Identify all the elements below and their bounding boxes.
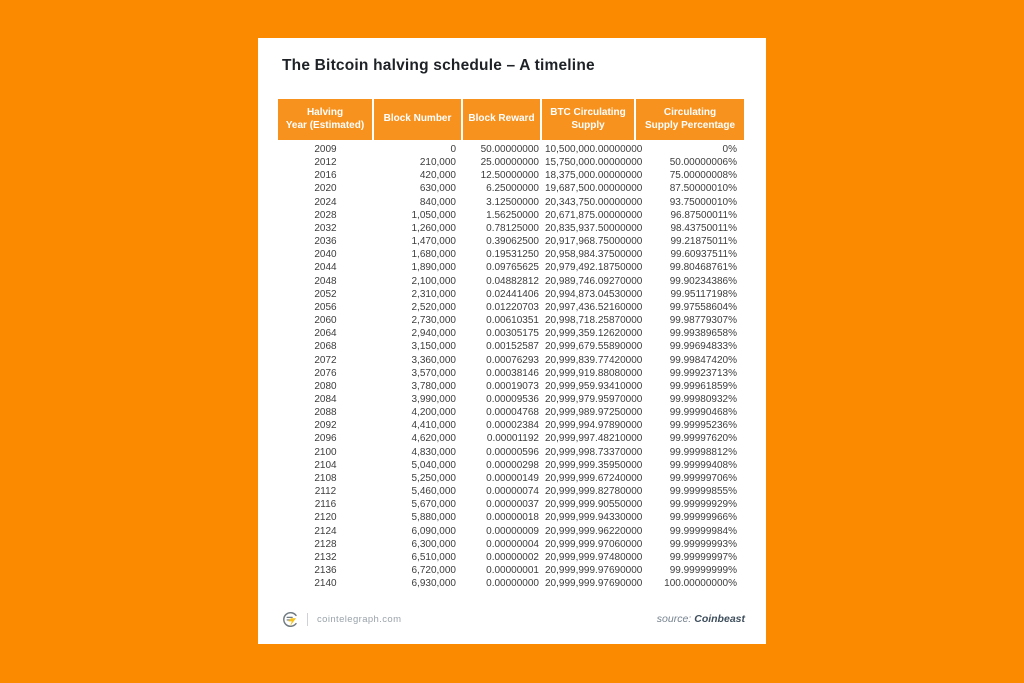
percentage-cell: 99.99995236% bbox=[669, 420, 737, 432]
year-cell: 2052 bbox=[314, 288, 337, 300]
cointelegraph-logo-icon bbox=[282, 611, 299, 628]
table-row bbox=[278, 340, 744, 353]
block-reward-cell: 0.00001192 bbox=[486, 433, 539, 445]
source-name: Coinbeast bbox=[694, 613, 745, 625]
table-row bbox=[278, 261, 744, 274]
block-reward-cell: 0.00076293 bbox=[486, 354, 539, 366]
percentage-cell: 99.95117198% bbox=[670, 288, 737, 300]
page-title: The Bitcoin halving schedule – A timeline bbox=[282, 57, 595, 74]
block-reward-cell: 0.00000018 bbox=[486, 512, 539, 524]
block-number-cell: 840,000 bbox=[419, 196, 456, 208]
supply-cell: 20,999,998.73370000 bbox=[545, 446, 643, 458]
percentage-cell: 0% bbox=[722, 144, 737, 155]
percentage-cell: 99.99694833% bbox=[669, 341, 737, 353]
percentage-cell: 99.99999984% bbox=[669, 525, 737, 537]
block-reward-cell: 0.00000149 bbox=[486, 472, 539, 484]
year-cell: 2040 bbox=[314, 249, 337, 261]
block-number-cell: 5,250,000 bbox=[411, 472, 456, 484]
block-reward-cell: 0.00000002 bbox=[486, 551, 539, 563]
percentage-cell: 99.99990468% bbox=[669, 407, 737, 419]
percentage-cell: 99.99999855% bbox=[669, 486, 737, 498]
block-number-cell: 3,780,000 bbox=[411, 380, 456, 392]
percentage-cell: 98.43750011% bbox=[670, 222, 737, 234]
block-reward-cell: 3.12500000 bbox=[486, 196, 539, 208]
percentage-cell: 99.99997620% bbox=[669, 433, 737, 445]
table-row bbox=[278, 248, 744, 261]
supply-cell: 20,835,937.50000000 bbox=[545, 222, 643, 234]
percentage-cell: 99.99980932% bbox=[669, 393, 737, 405]
block-reward-cell: 0.04882812 bbox=[486, 275, 539, 287]
table-row bbox=[278, 209, 744, 222]
year-cell: 2092 bbox=[314, 420, 337, 432]
year-cell: 2140 bbox=[314, 578, 337, 590]
year-cell: 2100 bbox=[314, 446, 337, 458]
table-row bbox=[278, 459, 744, 472]
table-row bbox=[278, 485, 744, 498]
block-number-cell: 2,520,000 bbox=[411, 301, 456, 313]
year-cell: 2096 bbox=[314, 433, 337, 445]
year-cell: 2108 bbox=[314, 472, 337, 484]
block-reward-cell: 0.00305175 bbox=[486, 328, 539, 340]
year-cell: 2028 bbox=[314, 209, 337, 221]
table-row bbox=[278, 140, 744, 156]
percentage-cell: 99.80468761% bbox=[669, 262, 737, 274]
table-row bbox=[278, 551, 744, 564]
block-reward-cell: 0.00000001 bbox=[486, 565, 539, 576]
block-number-cell: 5,880,000 bbox=[411, 512, 456, 524]
block-number-cell: 1,470,000 bbox=[411, 236, 456, 248]
supply-cell: 20,343,750.00000000 bbox=[545, 196, 643, 208]
block-number-cell: 2,310,000 bbox=[411, 288, 456, 300]
block-reward-cell: 0.01220703 bbox=[486, 301, 539, 313]
percentage-cell: 99.99389658% bbox=[669, 328, 737, 340]
percentage-cell: 99.99923713% bbox=[669, 367, 737, 379]
block-reward-cell: 0.00000000 bbox=[486, 578, 539, 590]
year-cell: 2076 bbox=[314, 367, 337, 379]
table-row bbox=[278, 432, 744, 445]
column-header-2: Block Reward bbox=[462, 99, 541, 140]
year-cell: 2044 bbox=[314, 262, 337, 274]
table-row bbox=[278, 288, 744, 301]
table-row bbox=[278, 367, 744, 380]
supply-cell: 15,750,000.00000000 bbox=[545, 157, 643, 169]
block-number-cell: 1,680,000 bbox=[411, 249, 456, 261]
block-reward-cell: 0.00000074 bbox=[486, 486, 539, 498]
block-number-cell: 4,620,000 bbox=[411, 433, 456, 445]
supply-cell: 20,989,746.09270000 bbox=[545, 275, 643, 287]
supply-cell: 20,999,999.97480000 bbox=[545, 551, 643, 563]
block-number-cell: 3,990,000 bbox=[411, 393, 456, 405]
block-reward-cell: 25.00000000 bbox=[480, 157, 539, 169]
table-row bbox=[278, 354, 744, 367]
block-reward-cell: 12.50000000 bbox=[480, 170, 539, 182]
year-cell: 2012 bbox=[314, 157, 337, 169]
year-cell: 2068 bbox=[314, 341, 337, 353]
table-row bbox=[278, 498, 744, 511]
supply-cell: 18,375,000.00000000 bbox=[545, 170, 643, 182]
year-cell: 2024 bbox=[314, 196, 337, 208]
column-header-4: Circulating Supply Percentage bbox=[635, 99, 744, 140]
block-number-cell: 5,670,000 bbox=[411, 499, 456, 511]
column-header-0: Halving Year (Estimated) bbox=[278, 99, 373, 140]
table-row bbox=[278, 577, 744, 590]
supply-cell: 20,999,959.93410000 bbox=[545, 380, 643, 392]
percentage-cell: 99.98779307% bbox=[669, 315, 737, 327]
supply-cell: 20,999,359.12620000 bbox=[545, 328, 643, 340]
block-reward-cell: 50.00000000 bbox=[480, 144, 539, 155]
percentage-cell: 99.97558604% bbox=[669, 301, 737, 313]
block-number-cell: 1,050,000 bbox=[411, 209, 456, 221]
table-row bbox=[278, 275, 744, 288]
percentage-cell: 75.00000008% bbox=[669, 170, 737, 182]
percentage-cell: 87.50000010% bbox=[669, 183, 737, 195]
table-row bbox=[278, 419, 744, 432]
supply-cell: 20,999,999.96220000 bbox=[545, 525, 643, 537]
block-number-cell: 4,830,000 bbox=[411, 446, 456, 458]
supply-cell: 20,999,919.88080000 bbox=[545, 367, 643, 379]
block-number-cell: 1,260,000 bbox=[411, 222, 456, 234]
table-row bbox=[278, 538, 744, 551]
block-number-cell: 5,460,000 bbox=[411, 486, 456, 498]
block-reward-cell: 6.25000000 bbox=[486, 183, 539, 195]
year-cell: 2136 bbox=[314, 565, 337, 576]
block-reward-cell: 0.00009536 bbox=[486, 393, 539, 405]
percentage-cell: 50.00000006% bbox=[669, 157, 737, 169]
site-url: cointelegraph.com bbox=[317, 613, 402, 625]
year-cell: 2064 bbox=[314, 328, 337, 340]
block-number-cell: 3,570,000 bbox=[411, 367, 456, 379]
year-cell: 2116 bbox=[314, 499, 337, 511]
table-body bbox=[278, 140, 744, 590]
table-row bbox=[278, 446, 744, 459]
supply-cell: 20,994,873.04530000 bbox=[545, 288, 643, 300]
block-number-cell: 0 bbox=[450, 144, 456, 155]
percentage-cell: 99.99999408% bbox=[669, 459, 737, 471]
year-cell: 2048 bbox=[314, 275, 337, 287]
block-number-cell: 5,040,000 bbox=[411, 459, 456, 471]
table-row bbox=[278, 314, 744, 327]
supply-cell: 20,958,984.37500000 bbox=[545, 249, 643, 261]
percentage-cell: 99.99999929% bbox=[669, 499, 737, 511]
block-reward-cell: 0.00610351 bbox=[486, 315, 539, 327]
block-number-cell: 3,150,000 bbox=[411, 341, 456, 353]
block-reward-cell: 0.00000596 bbox=[486, 446, 539, 458]
year-cell: 2124 bbox=[314, 525, 337, 537]
table-row bbox=[278, 222, 744, 235]
supply-cell: 20,999,999.90550000 bbox=[545, 499, 643, 511]
year-cell: 2016 bbox=[314, 170, 337, 182]
table-row bbox=[278, 511, 744, 524]
block-reward-cell: 0.00000004 bbox=[486, 538, 539, 550]
halving-schedule-table bbox=[278, 99, 744, 590]
supply-cell: 20,998,718.25870000 bbox=[545, 315, 643, 327]
footer bbox=[282, 608, 745, 630]
block-reward-cell: 1.56250000 bbox=[486, 209, 539, 221]
supply-cell: 20,999,999.82780000 bbox=[545, 486, 643, 498]
block-number-cell: 6,930,000 bbox=[411, 578, 456, 590]
year-cell: 2104 bbox=[314, 459, 337, 471]
table-row bbox=[278, 301, 744, 314]
block-number-cell: 6,300,000 bbox=[411, 538, 456, 550]
block-number-cell: 3,360,000 bbox=[411, 354, 456, 366]
block-reward-cell: 0.00152587 bbox=[486, 341, 539, 353]
block-reward-cell: 0.09765625 bbox=[486, 262, 539, 274]
year-cell: 2032 bbox=[314, 222, 337, 234]
supply-cell: 10,500,000.00000000 bbox=[545, 144, 643, 155]
block-number-cell: 2,940,000 bbox=[411, 328, 456, 340]
table-row bbox=[278, 564, 744, 577]
year-cell: 2072 bbox=[314, 354, 337, 366]
block-number-cell: 210,000 bbox=[419, 157, 456, 169]
table-row bbox=[278, 393, 744, 406]
block-number-cell: 2,100,000 bbox=[411, 275, 456, 287]
supply-cell: 20,999,999.97690000 bbox=[545, 578, 643, 590]
percentage-cell: 99.99998812% bbox=[669, 446, 737, 458]
source-label: source: bbox=[656, 613, 692, 625]
table-row bbox=[278, 169, 744, 182]
block-reward-cell: 0.00000037 bbox=[486, 499, 539, 511]
table-row bbox=[278, 182, 744, 195]
supply-cell: 20,999,999.97690000 bbox=[545, 565, 643, 576]
block-number-cell: 420,000 bbox=[419, 170, 456, 182]
supply-cell: 20,997,436.52160000 bbox=[545, 301, 643, 313]
percentage-cell: 99.99999706% bbox=[669, 472, 737, 484]
percentage-cell: 99.99999999% bbox=[669, 565, 737, 576]
year-cell: 2128 bbox=[314, 538, 337, 550]
percentage-cell: 99.99999966% bbox=[669, 512, 737, 524]
percentage-cell: 93.75000010% bbox=[669, 196, 737, 208]
block-reward-cell: 0.00004768 bbox=[486, 407, 539, 419]
block-number-cell: 6,720,000 bbox=[411, 565, 456, 576]
year-cell: 2036 bbox=[314, 236, 337, 248]
percentage-cell: 99.99999993% bbox=[669, 538, 737, 550]
supply-cell: 20,999,839.77420000 bbox=[545, 354, 643, 366]
percentage-cell: 99.99847420% bbox=[669, 354, 737, 366]
infographic-card bbox=[258, 38, 766, 644]
block-reward-cell: 0.78125000 bbox=[486, 222, 539, 234]
supply-cell: 20,917,968.75000000 bbox=[545, 236, 643, 248]
supply-cell: 20,999,999.94330000 bbox=[545, 512, 643, 524]
year-cell: 2084 bbox=[314, 393, 337, 405]
table-row bbox=[278, 525, 744, 538]
block-reward-cell: 0.00000009 bbox=[486, 525, 539, 537]
year-cell: 2120 bbox=[314, 512, 337, 524]
year-cell: 2009 bbox=[314, 144, 337, 155]
block-number-cell: 630,000 bbox=[419, 183, 456, 195]
table-row bbox=[278, 406, 744, 419]
block-number-cell: 1,890,000 bbox=[411, 262, 456, 274]
table-header-row bbox=[278, 99, 744, 140]
block-reward-cell: 0.00019073 bbox=[486, 380, 539, 392]
block-reward-cell: 0.00002384 bbox=[486, 420, 539, 432]
supply-cell: 20,999,999.35950000 bbox=[545, 459, 643, 471]
percentage-cell: 99.90234386% bbox=[669, 275, 737, 287]
block-number-cell: 4,200,000 bbox=[411, 407, 456, 419]
block-reward-cell: 0.00038146 bbox=[486, 367, 539, 379]
supply-cell: 20,999,999.67240000 bbox=[545, 472, 643, 484]
supply-cell: 20,999,997.48210000 bbox=[545, 433, 643, 445]
year-cell: 2080 bbox=[314, 380, 337, 392]
block-reward-cell: 0.02441406 bbox=[486, 288, 539, 300]
percentage-cell: 100.00000000% bbox=[664, 578, 737, 590]
table-row bbox=[278, 327, 744, 340]
column-header-1: Block Number bbox=[373, 99, 462, 140]
block-number-cell: 6,510,000 bbox=[411, 551, 456, 563]
table-row bbox=[278, 196, 744, 209]
percentage-cell: 99.99999997% bbox=[669, 551, 737, 563]
block-number-cell: 2,730,000 bbox=[411, 315, 456, 327]
year-cell: 2088 bbox=[314, 407, 337, 419]
supply-cell: 19,687,500.00000000 bbox=[545, 183, 643, 195]
supply-cell: 20,999,994.97890000 bbox=[545, 420, 643, 432]
table-row bbox=[278, 235, 744, 248]
supply-cell: 20,999,989.97250000 bbox=[545, 407, 643, 419]
table-header bbox=[278, 99, 744, 140]
year-cell: 2060 bbox=[314, 315, 337, 327]
supply-cell: 20,999,999.97060000 bbox=[545, 538, 643, 550]
block-reward-cell: 0.19531250 bbox=[486, 249, 539, 261]
supply-cell: 20,999,979.95970000 bbox=[545, 393, 643, 405]
supply-cell: 20,999,679.55890000 bbox=[545, 341, 643, 353]
block-number-cell: 6,090,000 bbox=[411, 525, 456, 537]
percentage-cell: 99.99961859% bbox=[669, 380, 737, 392]
table-row bbox=[278, 380, 744, 393]
block-number-cell: 4,410,000 bbox=[411, 420, 456, 432]
supply-cell: 20,671,875.00000000 bbox=[545, 209, 643, 221]
supply-cell: 20,979,492.18750000 bbox=[545, 262, 643, 274]
column-header-3: BTC Circulating Supply bbox=[541, 99, 635, 140]
year-cell: 2112 bbox=[314, 486, 337, 498]
block-reward-cell: 0.00000298 bbox=[486, 459, 539, 471]
percentage-cell: 99.60937511% bbox=[670, 249, 737, 261]
source-credit bbox=[657, 613, 745, 625]
block-reward-cell: 0.39062500 bbox=[486, 236, 539, 248]
table-row bbox=[278, 156, 744, 169]
year-cell: 2020 bbox=[314, 183, 337, 195]
year-cell: 2132 bbox=[314, 551, 337, 563]
percentage-cell: 99.21875011% bbox=[670, 236, 737, 248]
table-row bbox=[278, 472, 744, 485]
percentage-cell: 96.87500011% bbox=[670, 209, 737, 221]
footer-divider bbox=[307, 613, 308, 626]
year-cell: 2056 bbox=[314, 301, 337, 313]
